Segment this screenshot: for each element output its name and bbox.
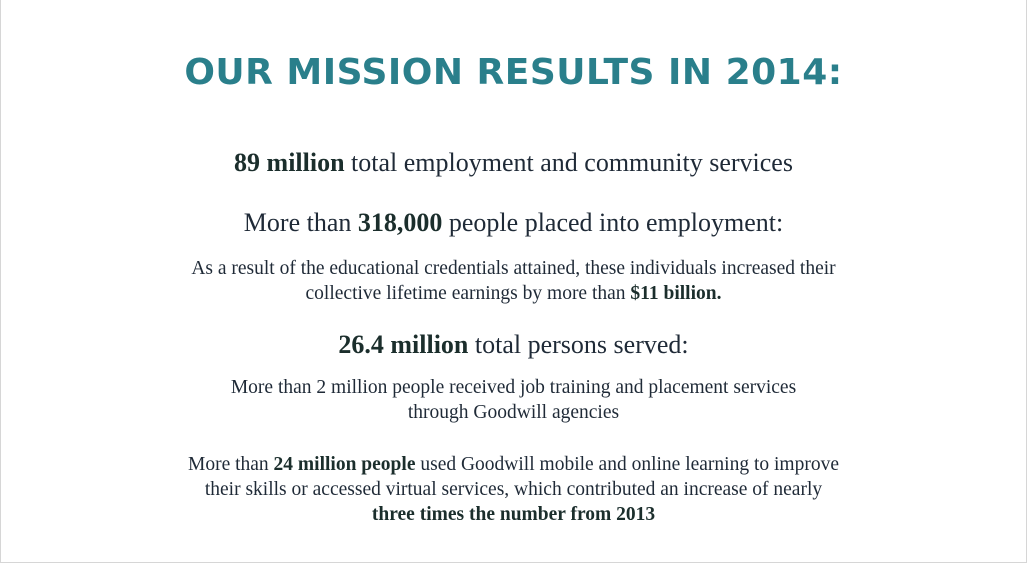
detail-value: three times the number from 2013 (371, 504, 656, 525)
stat-value: 26.4 million (338, 330, 469, 359)
stat-detail-line: As a result of the educational credentials attained, these individuals increased their (191, 258, 836, 279)
detail-value: $11 billion. (630, 283, 722, 304)
stat-value: 89 million (234, 148, 345, 177)
stat-text: total persons served: (468, 330, 689, 359)
page-title: OUR MISSION RESULTS IN 2014: (184, 52, 843, 93)
stat-persons-served (0, 330, 1027, 360)
stat-value: 318,000 (357, 208, 443, 237)
stat-prefix: More than (187, 454, 274, 475)
detail-text: collective lifetime earnings by more than (305, 283, 631, 304)
stat-detail-line: through Goodwill agencies (407, 402, 620, 423)
stat-suffix: people placed into employment: (442, 208, 784, 237)
stat-detail-line (0, 283, 1027, 305)
stat-detail-line: More than 2 million people received job training and placement services (230, 377, 797, 398)
stat-employment-services (0, 148, 1027, 178)
stat-text: total employment and community services (344, 148, 793, 177)
stat-detail-line: their skills or accessed virtual services, which contributed an increase of nearly (204, 479, 823, 500)
stat-value: 24 million people (273, 454, 416, 475)
stat-detail-line (0, 504, 1027, 526)
stat-prefix: More than (243, 208, 358, 237)
stat-suffix: used Goodwill mobile and online learning to improve (415, 454, 839, 475)
stat-online-learning (0, 454, 1027, 476)
stat-people-placed (0, 208, 1027, 238)
